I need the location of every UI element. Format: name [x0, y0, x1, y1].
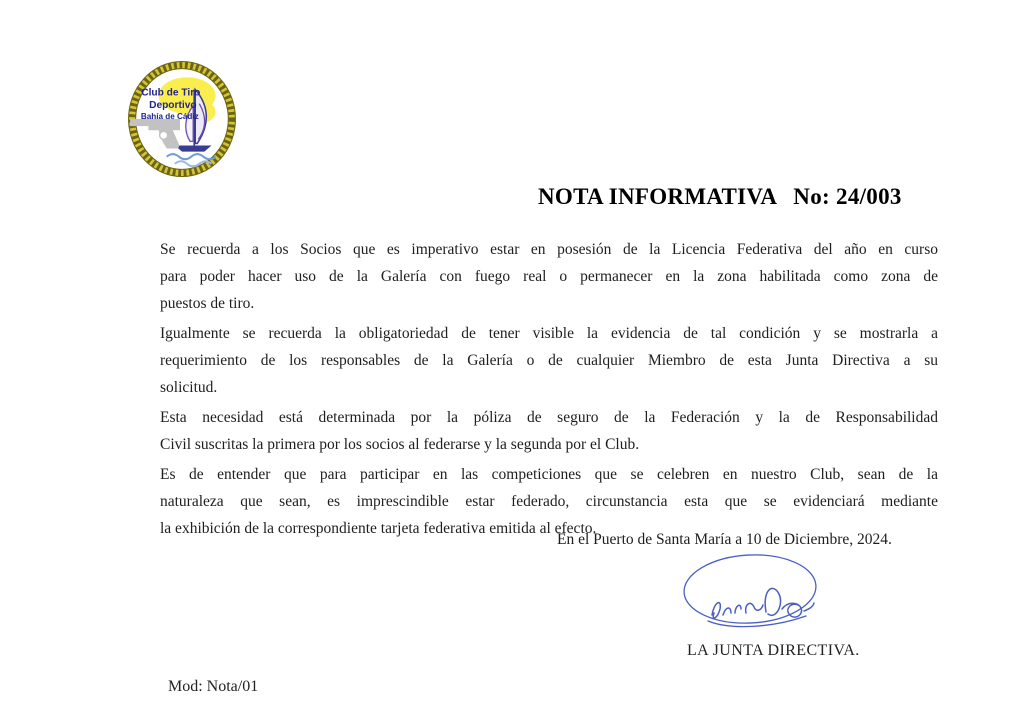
pistol-trigger-guard — [160, 131, 168, 139]
paragraph-3 — [160, 404, 938, 458]
document-mod-reference: Mod: Nota/01 — [168, 678, 259, 695]
paragraph-4-line-1: Es de entender que para participar en las competiciones que se celebren en nuestro Club, sean de la — [160, 466, 938, 483]
paragraph-3-line-1: Esta necesidad está determinada por la póliza de seguro de la Federación y la de Responsabilidad — [160, 409, 938, 426]
logo-text-line3: Bahía de Cádiz — [140, 112, 199, 121]
signer-label: LA JUNTA DIRECTIVA. — [687, 642, 860, 659]
logo-text-line1: Club de Tiro — [141, 87, 201, 99]
paragraph-1-line-3: puestos de tiro. — [160, 295, 255, 312]
dateline: En el Puerto de Santa María a 10 de Diciembre, 2024. — [557, 531, 892, 548]
logo-text-line2: Deportivo — [149, 99, 197, 111]
page-title-number: No: 24/003 — [793, 184, 902, 209]
paragraph-4 — [160, 461, 938, 542]
signature-oval-flourish — [682, 552, 817, 627]
paragraph-1 — [160, 236, 938, 317]
page-title-main: NOTA INFORMATIVA — [538, 184, 778, 209]
body-text — [160, 236, 938, 545]
paragraph-3-line-2: Civil suscritas la primera por los socios al federarse y la segunda por el Club. — [160, 436, 640, 453]
signature-scribble-left — [712, 588, 781, 618]
page-title — [538, 184, 958, 210]
paragraph-4-line-3: la exhibición de la correspondiente tarjeta federativa emitida al efecto. — [160, 520, 597, 537]
paragraph-1-line-1: Se recuerda a los Socios que es imperativo estar en posesión de la Licencia Federativa del año en curso — [160, 241, 938, 258]
paragraph-2-line-2: requerimiento de los responsables de la Galería o de cualquier Miembro de esta Junta Directiva a su — [160, 352, 938, 369]
paragraph-2-line-1: Igualmente se recuerda la obligatoriedad de tener visible la evidencia de tal condición y se mostrarla a — [160, 325, 938, 342]
paragraph-2 — [160, 320, 938, 401]
paragraph-4-line-2: naturaleza que sean, es imprescindible estar federado, circunstancia esta que se evidenciará mediante — [160, 493, 938, 510]
club-logo — [126, 58, 238, 180]
paragraph-2-line-3: solicitud. — [160, 379, 218, 396]
signature — [678, 551, 866, 637]
paragraph-1-line-2: para poder hacer uso de la Galería con fuego real o permanecer en la zona habilitada como zona de — [160, 268, 938, 285]
